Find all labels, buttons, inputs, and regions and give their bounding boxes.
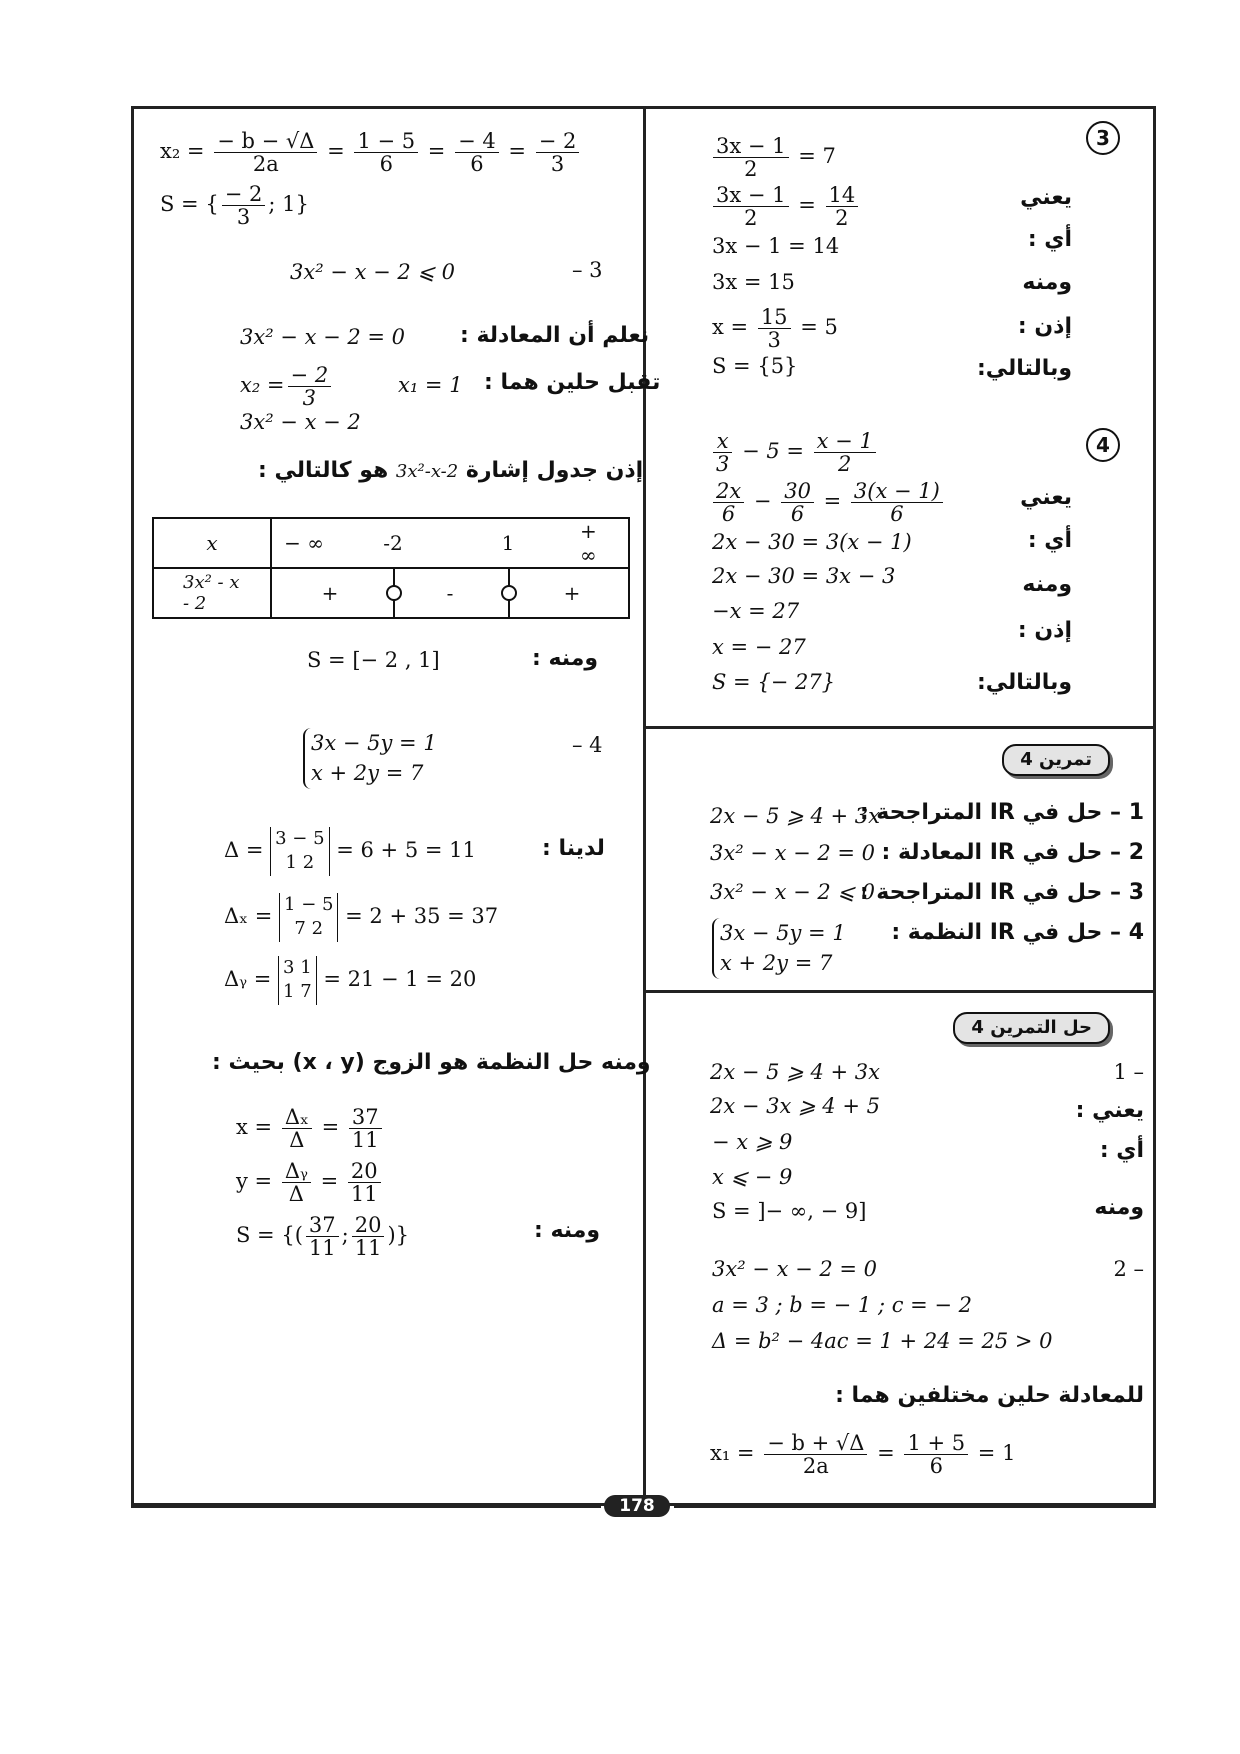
item-number-4: 4 bbox=[1086, 428, 1120, 462]
exercise-item-2: 2 – حل في IR المعادلة : bbox=[881, 840, 1144, 865]
system: 3x − 5y = 1 x + 2y = 7 bbox=[303, 728, 437, 789]
footer-rule bbox=[674, 1504, 1156, 1508]
equation: 2x − 5 ⩾ 4 + 3x bbox=[710, 1060, 880, 1084]
equation: a = 3 ; b = − 1 ; c = − 2 bbox=[712, 1293, 973, 1317]
solution-set: S = { $\frac{- 2}{3}$ ; 1} bbox=[160, 182, 309, 230]
equation: 3x = 15 bbox=[712, 270, 795, 294]
equation: $\frac{2x}{6}$ − $\frac{30}{6}$ = $\frac{3(x - 1)}{6}$ bbox=[710, 480, 946, 525]
step-label: ومنه : bbox=[532, 646, 599, 671]
zero-marker bbox=[386, 585, 402, 601]
exercise-item-3-math: 3x² − x − 2 ⩽ 0 bbox=[710, 880, 876, 904]
sign-table bbox=[152, 517, 630, 619]
expression: 3x² − x − 2 bbox=[240, 410, 361, 434]
step-label: أي : bbox=[1027, 227, 1072, 252]
step-label: ومنه : bbox=[534, 1218, 601, 1243]
section-divider bbox=[646, 726, 1156, 729]
solution-badge: حل التمرين 4 bbox=[953, 1012, 1110, 1044]
part-number: – 4 bbox=[572, 733, 603, 757]
determinant: Δᵧ = 3 1 1 7 = 21 − 1 = 20 bbox=[224, 956, 476, 1005]
equation: 3x − 1 = 14 bbox=[712, 234, 840, 258]
step-text: إذن جدول إشارة 3x²-x-2 هو كالتالي : bbox=[258, 458, 644, 483]
equation: x = $\frac{15}{3}$ = 5 bbox=[712, 305, 838, 353]
step-label: تقبل حلين هما : bbox=[484, 370, 661, 395]
sign-table-values: − ∞ -2 1 + ∞ bbox=[271, 518, 629, 568]
equation: x = $\frac{\text{Δₓ}}{\Delta}$ = $\frac{37}{11}$ bbox=[236, 1106, 385, 1151]
step-label: يعني bbox=[1020, 185, 1072, 210]
part-number: – 3 bbox=[572, 258, 603, 282]
equation: x ⩽ − 9 bbox=[712, 1165, 793, 1189]
section-divider bbox=[646, 990, 1156, 993]
equation: x₁ = $\frac{- b + √\Delta}{2a}$ = $\frac{1 + 5}{6}$ = 1 bbox=[710, 1431, 1016, 1479]
zero-marker bbox=[501, 585, 517, 601]
exercise-item-3: 3 – حل في IR المتراجحة : bbox=[859, 880, 1144, 905]
sign-table-header-x: x bbox=[153, 518, 271, 568]
column-divider bbox=[643, 106, 646, 1506]
determinant: Δₓ = 1 − 5 7 2 = 2 + 35 = 37 bbox=[224, 893, 498, 942]
equation: 3x² − x − 2 ⩽ 0 bbox=[290, 260, 456, 284]
equation: x = − 27 bbox=[712, 635, 806, 659]
solution-set: S = {( $\frac{37}{11}$ ; $\frac{20}{11}$ )} bbox=[236, 1213, 409, 1261]
sign-table-header-expr: 3x² - x - 2 bbox=[153, 568, 271, 618]
equation: S = {− 27} bbox=[712, 670, 836, 694]
equation: 2x − 30 = 3x − 3 bbox=[712, 564, 896, 588]
equation: −x = 27 bbox=[712, 599, 800, 623]
step-label: ومنه bbox=[1022, 270, 1072, 295]
step-label: وبالتالي: bbox=[976, 670, 1072, 695]
equation: $\frac{3x - 1}{2}$ = $\frac{14}{2}$ bbox=[710, 184, 861, 229]
exercise-item-4-system: 3x − 5y = 1 x + 2y = 7 bbox=[712, 918, 846, 979]
exercise-badge: تمرين 4 bbox=[1002, 744, 1110, 776]
equation: y = $\frac{\text{Δᵧ}}{\Delta}$ = $\frac{20}{11}$ bbox=[236, 1160, 384, 1205]
step-label: ومنه bbox=[1094, 1195, 1144, 1220]
step-label: نعلم أن المعادلة : bbox=[460, 323, 650, 348]
part-number: 1 – bbox=[1113, 1060, 1144, 1084]
page-number: 178 bbox=[604, 1495, 670, 1517]
equation: 3x² − x − 2 = 0 bbox=[712, 1257, 878, 1281]
exercise-item-1-math: 2x − 5 ⩾ 4 + 3x bbox=[710, 804, 880, 828]
exercise-item-2-math: 3x² − x − 2 = 0 bbox=[710, 841, 876, 865]
sign-table-signs: + - + bbox=[271, 568, 629, 618]
step-text: ومنه حل النظمة هو الزوج (x ، y) بحيث : bbox=[212, 1050, 651, 1075]
equation: Δ = b² − 4ac = 1 + 24 = 25 > 0 bbox=[712, 1329, 1053, 1353]
step-label: أي : bbox=[1027, 528, 1072, 553]
step-label: لدينا : bbox=[542, 836, 605, 861]
step-label: يعني : bbox=[1075, 1098, 1144, 1123]
equation: S = {5} bbox=[712, 354, 798, 378]
exercise-item-4: 4 – حل في IR النظمة : bbox=[891, 920, 1144, 945]
step-text: للمعادلة حلين مختلفين هما : bbox=[835, 1383, 1144, 1408]
step-label: إذن : bbox=[1017, 314, 1072, 339]
step-label: وبالتالي: bbox=[976, 356, 1072, 381]
equation: 2x − 30 = 3(x − 1) bbox=[712, 530, 912, 554]
exercise-item-1: 1 – حل في IR المتراجحة : bbox=[859, 800, 1144, 825]
equation: 3x² − x − 2 = 0 bbox=[240, 325, 406, 349]
equation: x₂ = $\frac{- b - √\Delta}{2a}$ = $\frac{1 - 5}{6}$ = $\frac{- 4}{6}$ = $\frac{- 2}{3}$ bbox=[160, 130, 582, 175]
footer-rule bbox=[131, 1504, 601, 1508]
equation: $\frac{3x - 1}{2}$ = 7 bbox=[710, 135, 836, 180]
step-label: يعني bbox=[1020, 485, 1072, 510]
solution-set: S = [− 2 , 1] bbox=[307, 648, 440, 672]
determinant: Δ = 3 − 5 1 2 = 6 + 5 = 11 bbox=[224, 827, 476, 876]
part-number: 2 – bbox=[1113, 1257, 1144, 1281]
equation: x₁ = 1 bbox=[398, 373, 463, 397]
step-label: أي : bbox=[1099, 1138, 1144, 1163]
step-label: ومنه bbox=[1022, 572, 1072, 597]
equation: S = ]− ∞, − 9] bbox=[712, 1199, 867, 1223]
equation: − x ⩾ 9 bbox=[712, 1130, 793, 1154]
item-number-3: 3 bbox=[1086, 121, 1120, 155]
equation: x₂ = $\frac{- 2}{3}$ bbox=[240, 364, 334, 409]
equation: 2x − 3x ⩾ 4 + 5 bbox=[710, 1094, 880, 1118]
step-label: إذن : bbox=[1017, 618, 1072, 643]
equation: $\frac{x}{3}$ − 5 = $\frac{x - 1}{2}$ bbox=[710, 430, 879, 475]
